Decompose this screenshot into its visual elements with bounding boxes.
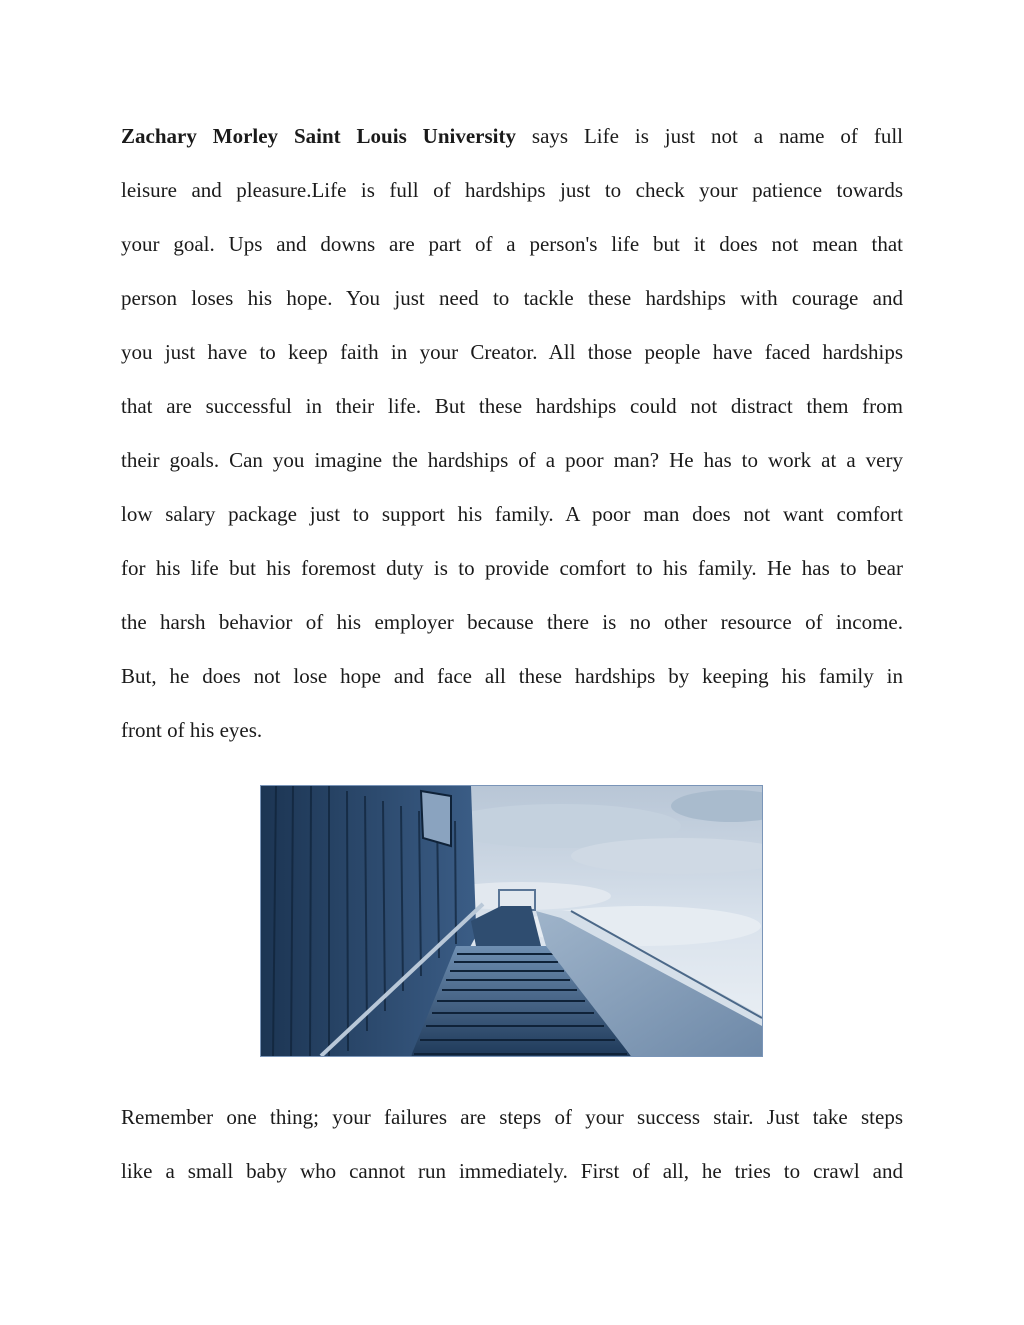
paragraph-line: low salary package just to support his family. A poor man does not want comfort — [121, 502, 903, 526]
paragraph-line: you just have to keep faith in your Creator. All those people have faced hardships — [121, 340, 903, 364]
staircase-photo — [260, 785, 763, 1057]
paragraph-line: that are successful in their life. But these hardships could not distract them from — [121, 394, 903, 418]
paragraph-line: like a small baby who cannot run immediately. First of all, he tries to crawl and — [121, 1159, 903, 1183]
paragraph-line: Zachary Morley Saint Louis University says Life is just not a name of full — [121, 124, 903, 148]
body-paragraph-2 — [121, 1090, 903, 1198]
body-paragraph-1 — [121, 109, 903, 757]
paragraph-line: the harsh behavior of his employer because there is no other resource of income. — [121, 610, 903, 634]
paragraph-line: leisure and pleasure.Life is full of hardships just to check your patience towards — [121, 178, 903, 202]
paragraph-line: Remember one thing; your failures are steps of your success stair. Just take steps — [121, 1105, 903, 1129]
paragraph-line: their goals. Can you imagine the hardships of a poor man? He has to work at a very — [121, 448, 903, 472]
paragraph-line: for his life but his foremost duty is to provide comfort to his family. He has to bear — [121, 556, 903, 580]
paragraph-line: But, he does not lose hope and face all these hardships by keeping his family in — [121, 664, 903, 688]
paragraph-line: front of his eyes. — [121, 718, 263, 742]
author-name: Zachary Morley Saint Louis University — [121, 124, 516, 148]
paragraph-line: person loses his hope. You just need to tackle these hardships with courage and — [121, 286, 903, 310]
paragraph-line: your goal. Ups and downs are part of a person's life but it does not mean that — [121, 232, 903, 256]
